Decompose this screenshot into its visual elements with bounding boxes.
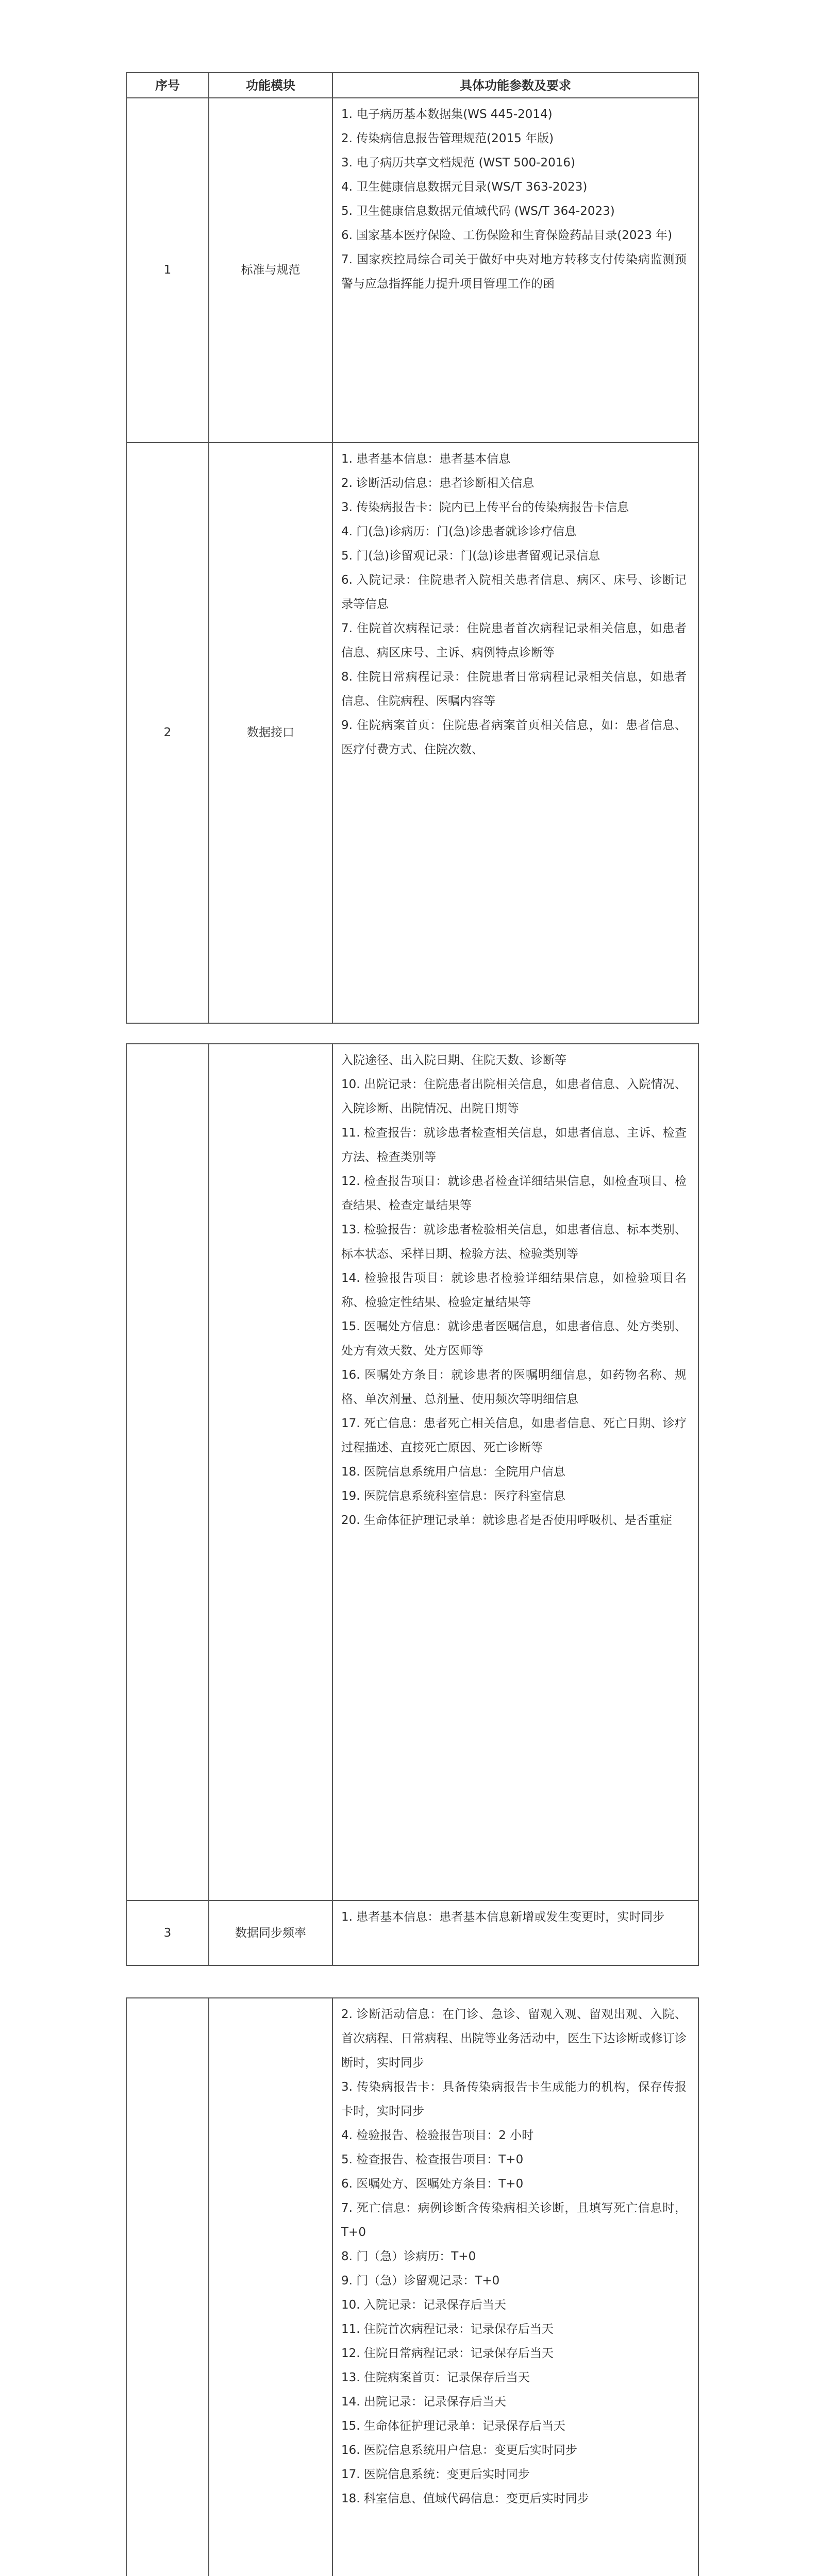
list-item: 7. 国家疾控局综合司关于做好中央对地方转移支付传染病监测预警与应急指挥能力提升项目管理工作的函 (341, 253, 687, 291)
module-name-continued (209, 1998, 332, 2576)
list-item: 9. 门（急）诊留观记录：T+0 (341, 2274, 500, 2287)
module-name-continued (209, 1044, 332, 1901)
list-item: 19. 医院信息系统科室信息：医疗科室信息 (341, 1489, 565, 1503)
list-item: 13. 检验报告：就诊患者检验相关信息，如患者信息、标本类别、标本状态、采样日期、检验方法、检验类别等 (341, 1223, 687, 1261)
list-item: 13. 住院病案首页：记录保存后当天 (341, 2371, 530, 2384)
row-number-continued (126, 1998, 209, 2576)
list-item: 3. 传染病报告卡：具备传染病报告卡生成能力的机构，保存传报卡时，实时同步 (341, 2080, 687, 2118)
list-item: 1. 患者基本信息：患者基本信息新增或发生变更时，实时同步 (341, 1910, 665, 1924)
list-item: 17. 死亡信息：患者死亡相关信息，如患者信息、死亡日期、诊疗过程描述、直接死亡原因、死亡诊断等 (341, 1417, 687, 1454)
list-item: 14. 检验报告项目：就诊患者检验详细结果信息，如检验项目名称、检验定性结果、检验定量结果等 (341, 1272, 687, 1309)
list-item: 18. 科室信息、值域代码信息：变更后实时同步 (341, 2492, 589, 2505)
list-item: 3. 电子病历共享文档规范 (WST 500-2016) (341, 156, 575, 170)
details-cell (332, 98, 698, 443)
list-item: 11. 住院首次病程记录：记录保存后当天 (341, 2323, 554, 2336)
spec-table-part-1 (126, 72, 699, 1024)
table-row (126, 98, 698, 443)
list-item: 5. 卫生健康信息数据元值域代码 (WS/T 364-2023) (341, 205, 615, 218)
list-item: 1. 电子病历基本数据集(WS 445-2014) (341, 108, 553, 121)
list-item: 12. 住院日常病程记录：记录保存后当天 (341, 2347, 554, 2360)
list-item: 5. 门(急)诊留观记录：门(急)诊患者留观记录信息 (341, 549, 600, 563)
table-header-row (126, 73, 698, 98)
list-item: 8. 住院日常病程记录：住院患者日常病程记录相关信息，如患者信息、住院病程、医嘱内容等 (341, 670, 687, 708)
list-item: 6. 入院记录：住院患者入院相关患者信息、病区、床号、诊断记录等信息 (341, 573, 687, 611)
details-cell (332, 1901, 698, 1965)
details-cell (332, 1998, 698, 2576)
module-name: 数据接口 (209, 443, 332, 1023)
row-number-continued (126, 1044, 209, 1901)
table-row (126, 1901, 698, 1965)
list-item: 12. 检查报告项目：就诊患者检查详细结果信息，如检查项目、检查结果、检查定量结果等 (341, 1175, 687, 1212)
list-item: 10. 入院记录：记录保存后当天 (341, 2298, 506, 2312)
list-item: 15. 生命体征护理记录单：记录保存后当天 (341, 2419, 565, 2433)
row-number: 1 (126, 98, 209, 443)
list-item: 3. 传染病报告卡：院内已上传平台的传染病报告卡信息 (341, 501, 629, 514)
list-item: 入院途径、出入院日期、住院天数、诊断等 (341, 1054, 566, 1067)
header-details: 具体功能参数及要求 (332, 73, 698, 98)
list-item: 4. 检验报告、检验报告项目：2 小时 (341, 2129, 534, 2142)
table-row (126, 1998, 698, 2576)
table-row (126, 443, 698, 1023)
table-segment-3 (126, 1997, 698, 2576)
list-item: 4. 门(急)诊病历：门(急)诊患者就诊诊疗信息 (341, 525, 577, 538)
table-segment-2 (126, 1043, 698, 1966)
list-item: 9. 住院病案首页：住院患者病案首页相关信息，如：患者信息、医疗付费方式、住院次数、 (341, 719, 687, 756)
list-item: 17. 医院信息系统：变更后实时同步 (341, 2468, 530, 2481)
list-item: 2. 诊断活动信息：患者诊断相关信息 (341, 477, 535, 490)
list-item: 7. 死亡信息：病例诊断含传染病相关诊断，且填写死亡信息时，T+0 (341, 2201, 687, 2239)
details-cell (332, 1044, 698, 1901)
list-item: 4. 卫生健康信息数据元目录(WS/T 363-2023) (341, 180, 588, 194)
row-number: 3 (126, 1901, 209, 1965)
header-module: 功能模块 (209, 73, 332, 98)
list-item: 7. 住院首次病程记录：住院患者首次病程记录相关信息，如患者信息、病区床号、主诉、病例特点诊断等 (341, 622, 687, 659)
row-number: 2 (126, 443, 209, 1023)
list-item: 16. 医嘱处方条目：就诊患者的医嘱明细信息，如药物名称、规格、单次剂量、总剂量、使用频次等明细信息 (341, 1368, 687, 1406)
list-item: 6. 医嘱处方、医嘱处方条目：T+0 (341, 2177, 524, 2191)
list-item: 18. 医院信息系统用户信息：全院用户信息 (341, 1465, 565, 1479)
list-item: 8. 门（急）诊病历：T+0 (341, 2250, 476, 2263)
list-item: 16. 医院信息系统用户信息：变更后实时同步 (341, 2444, 577, 2457)
table-row (126, 1044, 698, 1901)
spec-table-part-3 (126, 1997, 699, 2576)
list-item: 10. 出院记录：住院患者出院相关信息，如患者信息、入院情况、入院诊断、出院情况、出院日期等 (341, 1078, 687, 1115)
details-cell (332, 443, 698, 1023)
list-item: 20. 生命体征护理记录单：就诊患者是否使用呼吸机、是否重症 (341, 1514, 672, 1527)
list-item: 1. 患者基本信息：患者基本信息 (341, 452, 511, 466)
header-no: 序号 (126, 73, 209, 98)
table-segment-1 (126, 72, 698, 1024)
list-item: 5. 检查报告、检查报告项目：T+0 (341, 2153, 524, 2166)
module-name: 数据同步频率 (209, 1901, 332, 1965)
list-item: 2. 传染病信息报告管理规范(2015 年版) (341, 132, 554, 145)
list-item: 11. 检查报告：就诊患者检查相关信息，如患者信息、主诉、检查方法、检查类别等 (341, 1126, 687, 1164)
spec-table-part-2 (126, 1043, 699, 1966)
list-item: 2. 诊断活动信息：在门诊、急诊、留观入观、留观出观、入院、首次病程、日常病程、出院等业务活动中，医生下达诊断或修订诊断时，实时同步 (341, 2008, 687, 2070)
list-item: 14. 出院记录：记录保存后当天 (341, 2395, 506, 2409)
list-item: 6. 国家基本医疗保险、工伤保险和生育保险药品目录(2023 年) (341, 229, 673, 242)
list-item: 15. 医嘱处方信息：就诊患者医嘱信息，如患者信息、处方类别、处方有效天数、处方医师等 (341, 1320, 687, 1358)
module-name: 标准与规范 (209, 98, 332, 443)
